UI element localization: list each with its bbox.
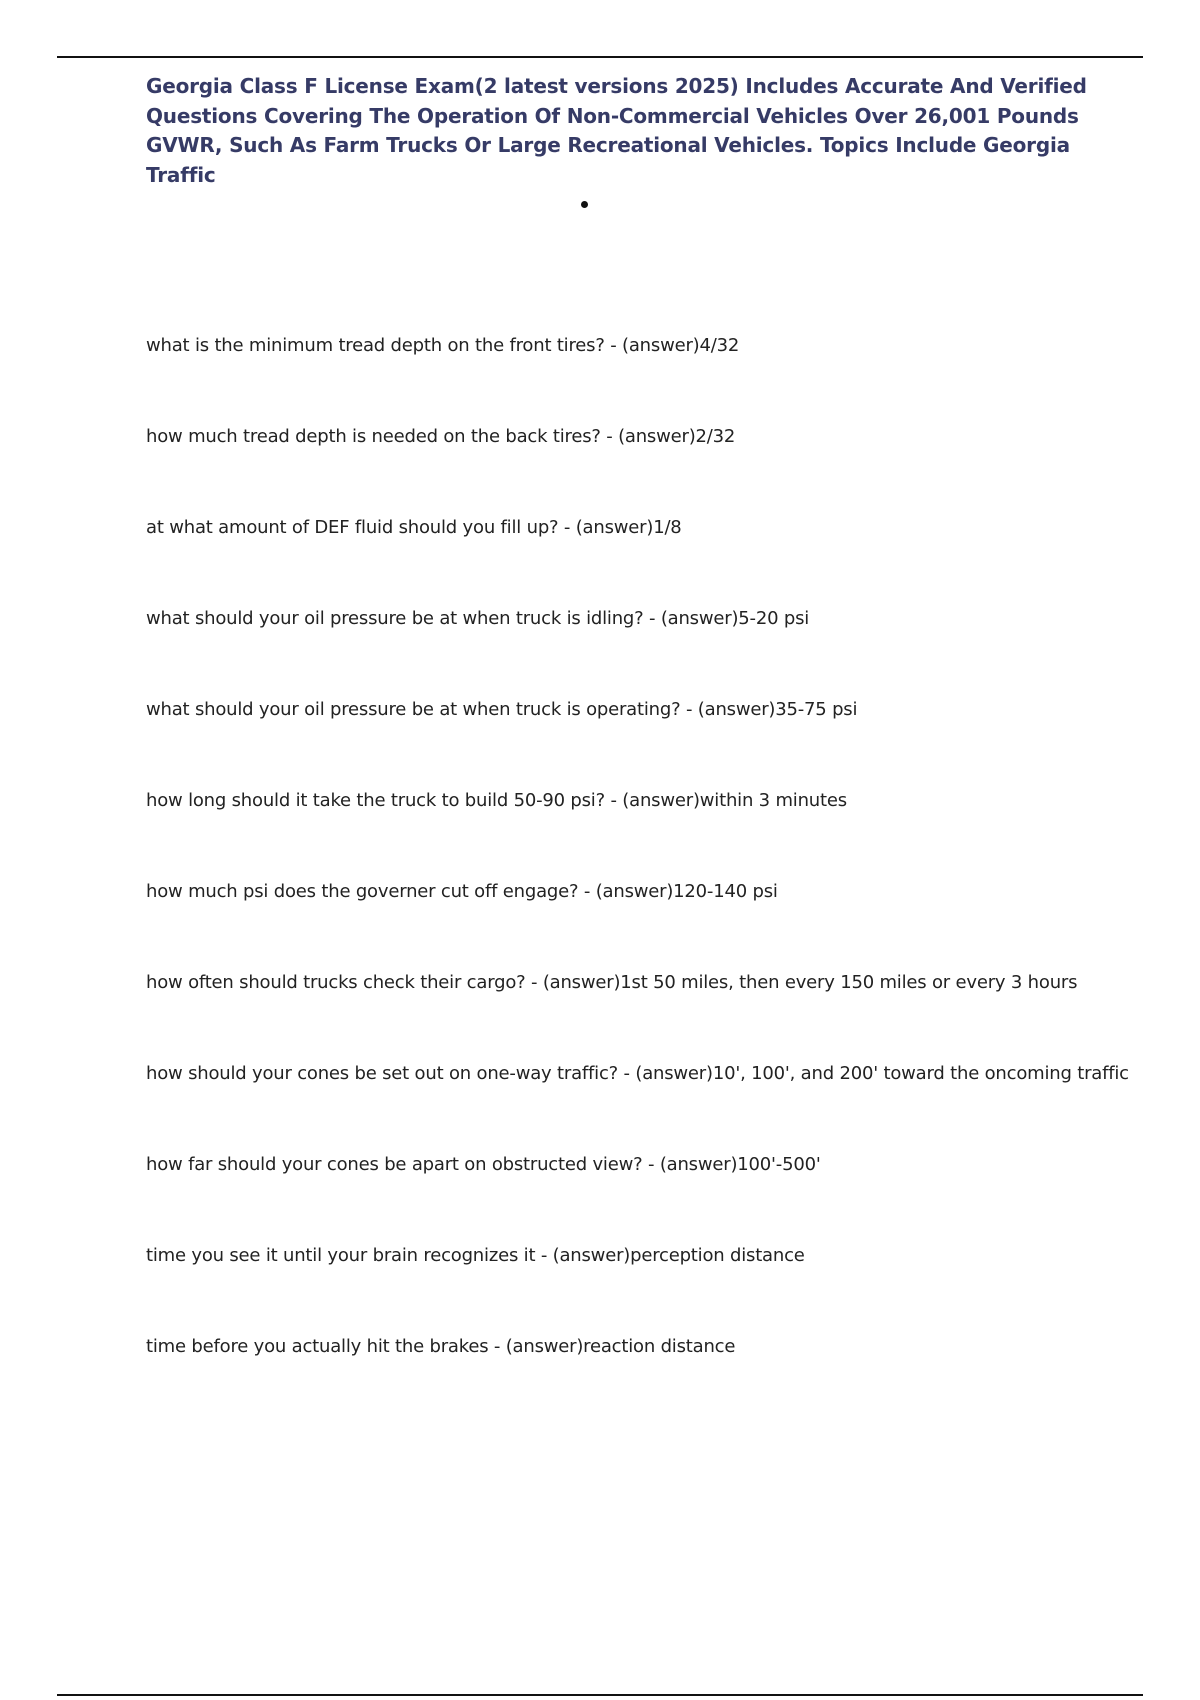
qa-item: what should your oil pressure be at when truck is operating? - (answer)35-75 psi	[146, 699, 858, 720]
qa-item: what is the minimum tread depth on the front tires? - (answer)4/32	[146, 335, 740, 356]
qa-item: how far should your cones be apart on obstructed view? - (answer)100'-500'	[146, 1154, 821, 1175]
qa-list	[146, 332, 1146, 1424]
top-rule	[57, 56, 1143, 58]
qa-item: time you see it until your brain recognizes it - (answer)perception distance	[146, 1245, 805, 1266]
document-title: Georgia Class F License Exam(2 latest versions 2025) Includes Accurate And Verified Questions Covering The Operation Of Non-Commercial Vehicles Over 26,001 Pounds GVWR, Such As Farm Trucks Or Large Recreational Vehicles. Topics Include Georgia Traffic	[146, 74, 1087, 187]
qa-item: at what amount of DEF fluid should you fill up? - (answer)1/8	[146, 517, 682, 538]
qa-item: how often should trucks check their cargo? - (answer)1st 50 miles, then every 150 miles or every 3 hours	[146, 972, 1078, 993]
qa-item: how much tread depth is needed on the back tires? - (answer)2/32	[146, 426, 736, 447]
qa-item: how long should it take the truck to build 50-90 psi? - (answer)within 3 minutes	[146, 790, 847, 811]
qa-item: how much psi does the governer cut off engage? - (answer)120-140 psi	[146, 881, 778, 902]
bullet-dot	[581, 201, 588, 208]
qa-item: time before you actually hit the brakes - (answer)reaction distance	[146, 1336, 736, 1357]
qa-item: how should your cones be set out on one-way traffic? - (answer)10', 100', and 200' toward the oncoming traffic	[146, 1063, 1129, 1084]
qa-item: what should your oil pressure be at when truck is idling? - (answer)5-20 psi	[146, 608, 810, 629]
bottom-rule	[57, 1694, 1143, 1696]
